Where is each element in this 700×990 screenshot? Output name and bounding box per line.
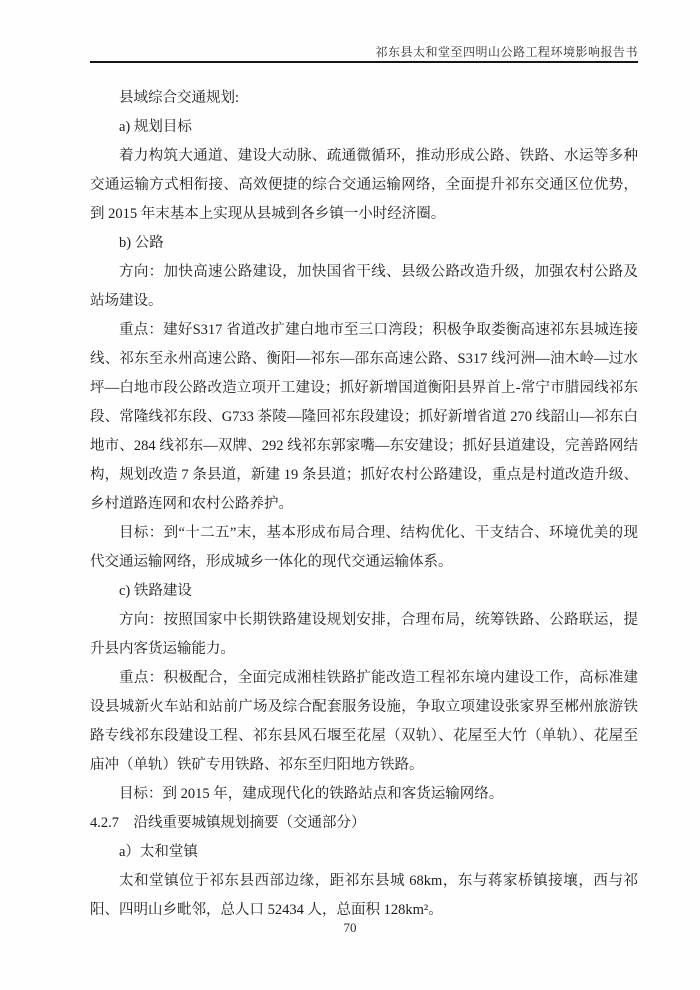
paragraph-section-title: 县域综合交通规划: <box>119 90 240 106</box>
paragraph-section-427-heading: 4.2.7 沿线重要城镇规划摘要（交通部分） <box>90 815 366 831</box>
paragraph-highway-target: 目标：到“十二五”末，基本形成布局合理、结构优化、干支结合、环境优美的现代交通运输网络，形成城乡一体化的现代交通运输体系。 <box>90 525 638 570</box>
paragraph-item-c-heading: c) 铁路建设 <box>119 583 192 599</box>
document-body <box>90 84 638 925</box>
paragraph-item-a-heading: a) 规划目标 <box>119 119 192 135</box>
running-header-title: 祁东县太和堂至四明山公路工程环境影响报告书 <box>375 45 638 59</box>
paragraph-highway-focus: 重点：建好S317 省道改扩建白地市至三口湾段；积极争取娄衡高速祁东县城连接线、祁东至永州高速公路、衡阳—祁东—邵东高速公路、S317 线河洲—油木岭—过水坪—白地市段公路改造立项开工建设；抓好新增国道衡阳县界首上-常宁市腊园线祁东段、常隆线祁东段、G733 茶陵—隆回祁东段建设；抓好新增省道 270 线韶山—祁东白地市、284 线祁东—双牌、292 线祁东郭家嘴—东安建设；抓好县道建设，完善路网结构，规划改造 7 条县道，新建 19 条县道；抓好农村公路建设，重点是村道改造升级、乡村道路连网和农村公路养护。 <box>90 322 638 512</box>
paragraph-railway-focus: 重点：积极配合，全面完成湘桂铁路扩能改造工程祁东境内建设工作，高标准建设县城新火车站和站前广场及综合配套服务设施，争取立项建设张家界至郴州旅游铁路专线祁东段建设工程、祁东县风石堰至花屋（双轨）、花屋至大竹（单轨）、花屋至庙冲（单轨）铁矿专用铁路、祁东至归阳地方铁路。 <box>90 670 638 773</box>
paragraph-town-description: 太和堂镇位于祁东县西部边缘，距祁东县城 68km，东与蒋家桥镇接壤，西与祁阳、四明山乡毗邻，总人口 52434 人，总面积 128km²。 <box>90 873 638 918</box>
paragraph-railway-direction: 方向：按照国家中长期铁路建设规划安排，合理布局，统筹铁路、公路联运，提升县内客货运输能力。 <box>90 612 638 657</box>
paragraph-item-b-heading: b) 公路 <box>119 235 164 251</box>
paragraph-highway-direction: 方向：加快高速公路建设，加快国省干线、县级公路改造升级，加强农村公路及站场建设。 <box>90 264 638 309</box>
paragraph-town-a-heading: a）太和堂镇 <box>119 844 198 860</box>
paragraph-railway-target: 目标：到 2015 年，建成现代化的铁路站点和客货运输网络。 <box>119 786 504 802</box>
paragraph-goal-text: 着力构筑大通道、建设大动脉、疏通微循环，推动形成公路、铁路、水运等多种交通运输方式相衔接、高效便捷的综合交通运输网络，全面提升祁东交通区位优势，到 2015 年末基本上实现从县城到各乡镇一小时经济圈。 <box>90 148 638 222</box>
header-rule <box>90 61 638 63</box>
page-number: 70 <box>343 920 357 935</box>
